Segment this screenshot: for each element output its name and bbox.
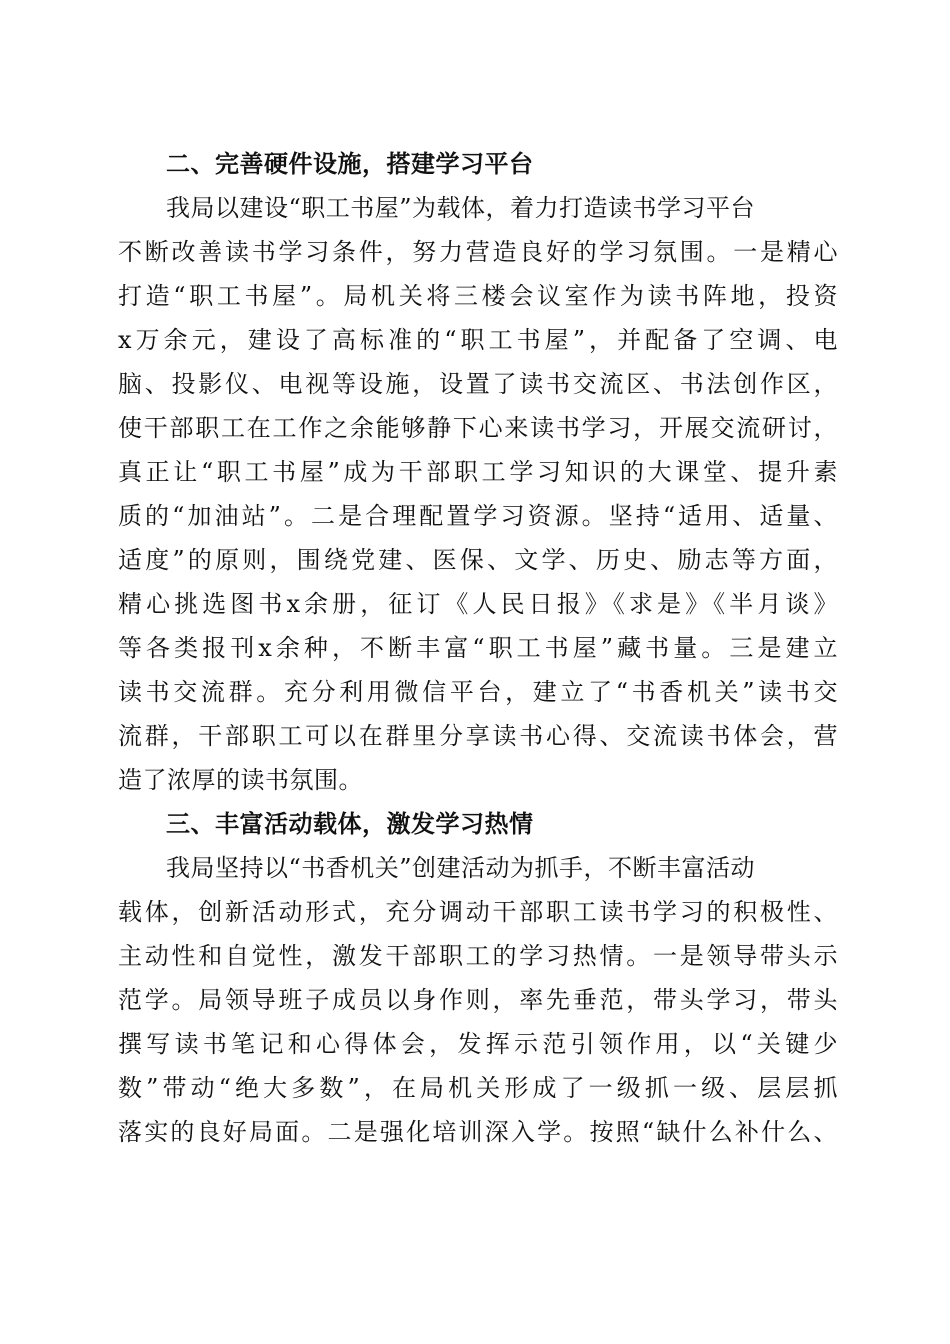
paragraph-line: 落实的良好局面。二是强化培训深入学。按照“缺什么补什么、 — [118, 1118, 838, 1146]
paragraph-line: 造了浓厚的读书氛围。 — [118, 766, 363, 794]
paragraph-line: 我局坚持以“书香机关”创建活动为抓手，不断丰富活动 — [166, 854, 756, 882]
paragraph-line: 流群，干部职工可以在群里分享读书心得、交流读书体会，营 — [118, 722, 838, 750]
document-body — [118, 142, 838, 1154]
paragraph-line: 撰写读书笔记和心得体会，发挥示范引领作用，以“关键少 — [118, 1030, 838, 1058]
paragraph-line: 脑、投影仪、电视等设施，设置了读书交流区、书法创作区， — [118, 370, 838, 398]
paragraph-line: 主动性和自觉性，激发干部职工的学习热情。一是领导带头示 — [118, 942, 838, 970]
paragraph-line: 载体，创新活动形式，充分调动干部职工读书学习的积极性、 — [118, 898, 838, 926]
paragraph-line: 不断改善读书学习条件，努力营造良好的学习氛围。一是精心 — [118, 238, 838, 266]
paragraph-line: 范学。局领导班子成员以身作则，率先垂范，带头学习，带头 — [118, 986, 838, 1014]
paragraph-line: 读书交流群。充分利用微信平台，建立了“书香机关”读书交 — [118, 678, 838, 706]
paragraph-line: 我局以建设“职工书屋”为载体，着力打造读书学习平台 — [166, 194, 756, 222]
paragraph-line: 等各类报刊x余种，不断丰富“职工书屋”藏书量。三是建立 — [118, 634, 838, 662]
paragraph-line: 适度”的原则，围绕党建、医保、文学、历史、励志等方面， — [118, 546, 838, 574]
section-heading-3: 三、丰富活动载体，激发学习热情 — [166, 810, 534, 838]
paragraph-line: 精心挑选图书x余册，征订《人民日报》《求是》《半月谈》 — [118, 590, 838, 618]
paragraph-line: 打造“职工书屋”。局机关将三楼会议室作为读书阵地，投资 — [118, 282, 838, 310]
paragraph-line: 数”带动“绝大多数”，在局机关形成了一级抓一级、层层抓 — [118, 1074, 838, 1102]
section-heading-2: 二、完善硬件设施，搭建学习平台 — [166, 150, 534, 178]
paragraph-line: x万余元，建设了高标准的“职工书屋”，并配备了空调、电 — [118, 326, 838, 354]
paragraph-line: 真正让“职工书屋”成为干部职工学习知识的大课堂、提升素 — [118, 458, 838, 486]
paragraph-line: 使干部职工在工作之余能够静下心来读书学习，开展交流研讨， — [118, 414, 838, 442]
paragraph-line: 质的“加油站”。二是合理配置学习资源。坚持“适用、适量、 — [118, 502, 838, 530]
